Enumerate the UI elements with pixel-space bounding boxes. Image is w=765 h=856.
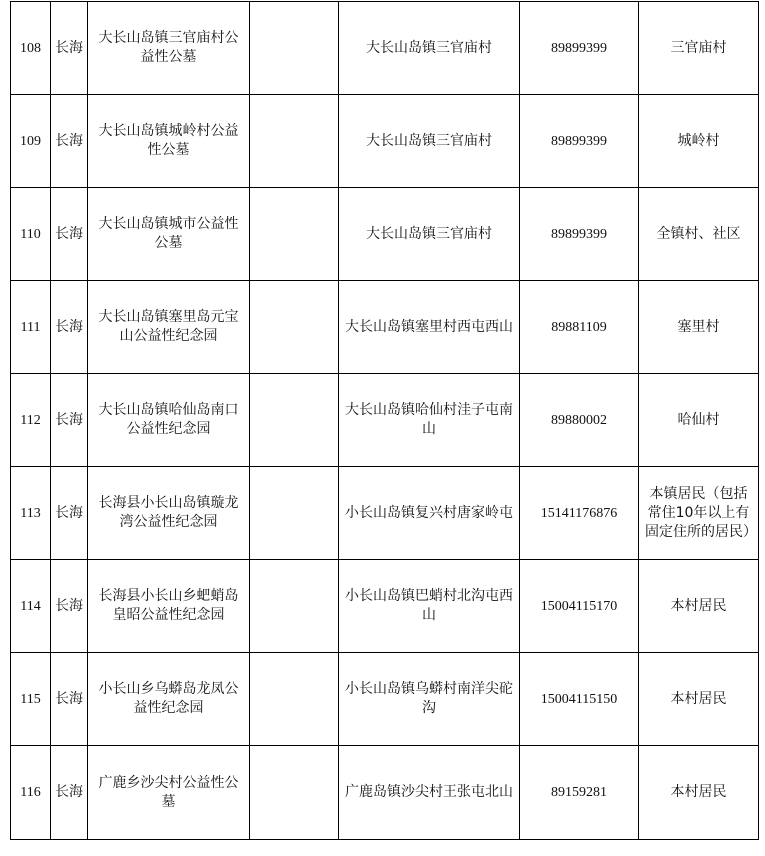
location-cell: 大长山岛镇三官庙村: [339, 2, 520, 95]
table-row: [11, 188, 759, 281]
table-row: [11, 95, 759, 188]
phone-cell: 89899399: [520, 188, 639, 281]
table-row: [11, 281, 759, 374]
blank-cell: [250, 281, 339, 374]
county-cell: 长海: [51, 467, 88, 560]
service-scope-cell: 本村居民: [639, 560, 759, 653]
row-number: 116: [11, 746, 51, 840]
location-cell: 大长山岛镇三官庙村: [339, 188, 520, 281]
cemetery-table: [10, 1, 759, 840]
location-cell: 大长山岛镇哈仙村洼子屯南山: [339, 374, 520, 467]
table-row: [11, 746, 759, 840]
cemetery-name-cell: 大长山岛镇三官庙村公益性公墓: [88, 2, 250, 95]
location-cell: 小长山岛镇乌蟒村南洋尖砣沟: [339, 653, 520, 746]
county-cell: 长海: [51, 281, 88, 374]
blank-cell: [250, 188, 339, 281]
phone-cell: 15004115170: [520, 560, 639, 653]
county-cell: 长海: [51, 188, 88, 281]
county-cell: 长海: [51, 2, 88, 95]
county-cell: 长海: [51, 374, 88, 467]
phone-cell: 89159281: [520, 746, 639, 840]
cemetery-name-cell: 小长山乡乌蟒岛龙凤公益性纪念园: [88, 653, 250, 746]
service-scope-cell: 三官庙村: [639, 2, 759, 95]
row-number: 109: [11, 95, 51, 188]
blank-cell: [250, 653, 339, 746]
table-row: [11, 560, 759, 653]
service-scope-cell: 本村居民: [639, 746, 759, 840]
table-row: [11, 653, 759, 746]
phone-cell: 89880002: [520, 374, 639, 467]
row-number: 110: [11, 188, 51, 281]
cemetery-name-cell: 大长山岛镇城岭村公益性公墓: [88, 95, 250, 188]
location-cell: 大长山岛镇三官庙村: [339, 95, 520, 188]
row-number: 112: [11, 374, 51, 467]
phone-cell: 15141176876: [520, 467, 639, 560]
county-cell: 长海: [51, 653, 88, 746]
service-scope-cell: 全镇村、社区: [639, 188, 759, 281]
cemetery-name-cell: 广鹿乡沙尖村公益性公墓: [88, 746, 250, 840]
blank-cell: [250, 560, 339, 653]
location-cell: 大长山岛镇塞里村西屯西山: [339, 281, 520, 374]
phone-cell: 89881109: [520, 281, 639, 374]
cemetery-name-cell: 大长山岛镇城市公益性公墓: [88, 188, 250, 281]
row-number: 114: [11, 560, 51, 653]
service-scope-cell: 本村居民: [639, 653, 759, 746]
cemetery-name-cell: 大长山岛镇哈仙岛南口公益性纪念园: [88, 374, 250, 467]
table-row: [11, 2, 759, 95]
blank-cell: [250, 2, 339, 95]
blank-cell: [250, 374, 339, 467]
service-scope-cell: 塞里村: [639, 281, 759, 374]
location-cell: 小长山岛镇巴蛸村北沟屯西山: [339, 560, 520, 653]
cemetery-name-cell: 长海县小长山岛镇璇龙湾公益性纪念园: [88, 467, 250, 560]
blank-cell: [250, 746, 339, 840]
table-row: [11, 467, 759, 560]
phone-cell: 89899399: [520, 2, 639, 95]
row-number: 115: [11, 653, 51, 746]
service-scope-cell: 哈仙村: [639, 374, 759, 467]
location-cell: 广鹿岛镇沙尖村王张屯北山: [339, 746, 520, 840]
blank-cell: [250, 467, 339, 560]
row-number: 108: [11, 2, 51, 95]
phone-cell: 89899399: [520, 95, 639, 188]
county-cell: 长海: [51, 746, 88, 840]
service-scope-cell: 城岭村: [639, 95, 759, 188]
blank-cell: [250, 95, 339, 188]
county-cell: 长海: [51, 560, 88, 653]
cemetery-name-cell: 长海县小长山乡蚆蛸岛皇昭公益性纪念园: [88, 560, 250, 653]
phone-cell: 15004115150: [520, 653, 639, 746]
table-row: [11, 374, 759, 467]
row-number: 111: [11, 281, 51, 374]
location-cell: 小长山岛镇复兴村唐家岭屯: [339, 467, 520, 560]
county-cell: 长海: [51, 95, 88, 188]
service-scope-cell: 本镇居民（包括常住10年以上有固定住所的居民）: [639, 467, 759, 560]
cemetery-name-cell: 大长山岛镇塞里岛元宝山公益性纪念园: [88, 281, 250, 374]
row-number: 113: [11, 467, 51, 560]
